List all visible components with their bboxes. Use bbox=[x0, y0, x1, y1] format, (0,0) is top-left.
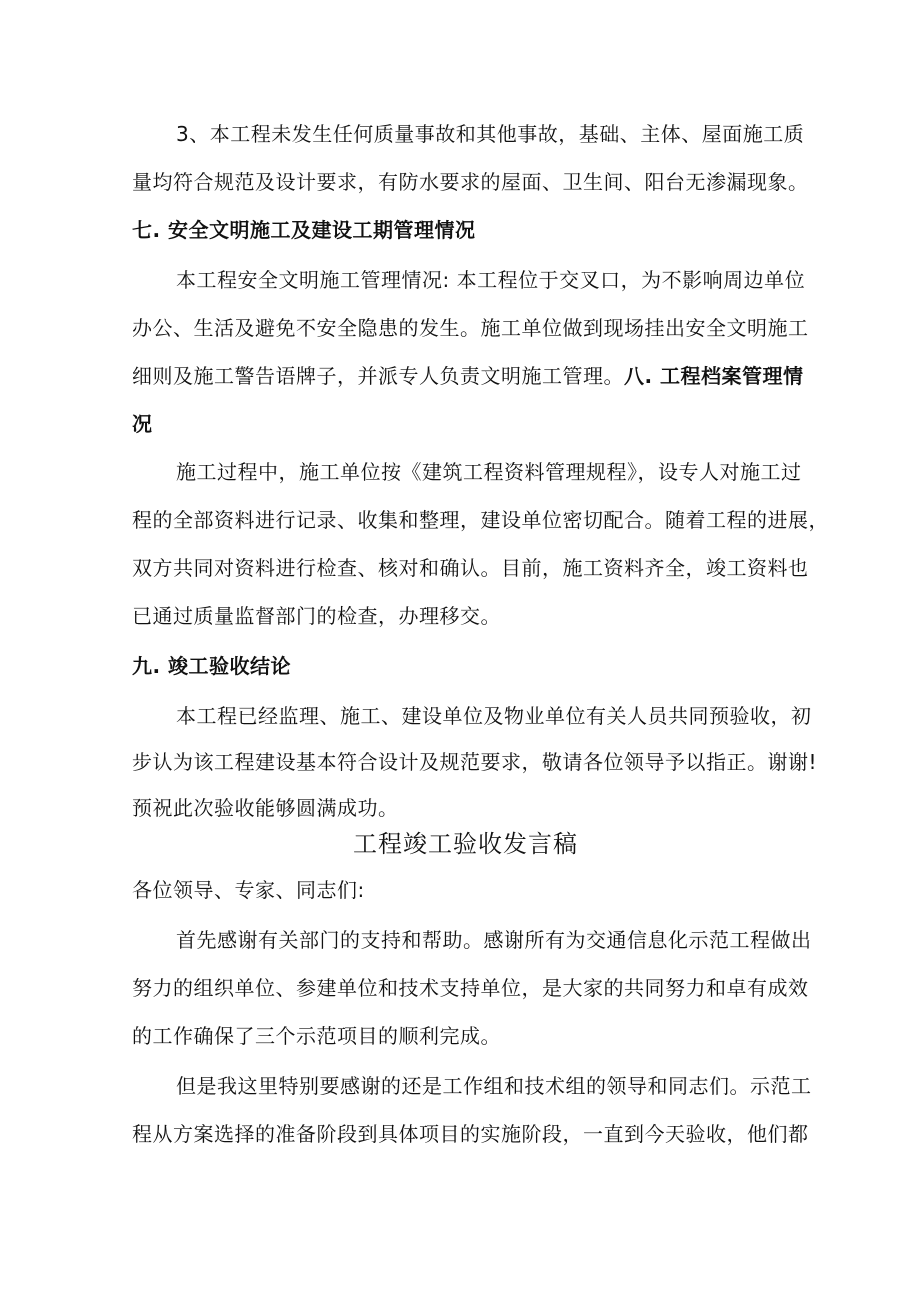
paragraph-safety-line-1: 本工程安全文明施工管理情况: 本工程位于交叉口，为不影响周边单位 bbox=[176, 268, 806, 292]
paragraph-archive-line-4: 已通过质量监督部门的检查，办理移交。 bbox=[132, 604, 501, 628]
paragraph-conclusion-line-3: 预祝此次验收能够圆满成功。 bbox=[132, 796, 399, 820]
thanks-paragraph-line-2: 努力的组织单位、参建单位和技术支持单位，是大家的共同努力和卓有成效 bbox=[132, 976, 809, 1000]
section-heading-7: 七. 安全文明施工及建设工期管理情况 bbox=[132, 218, 476, 242]
paragraph-archive-line-3: 双方共同对资料进行检查、核对和确认。目前，施工资料齐全，竣工资料也 bbox=[132, 556, 809, 580]
paragraph-safety-line-3 bbox=[132, 364, 804, 388]
speech-title: 工程竣工验收发言稿 bbox=[353, 830, 578, 858]
section-heading-9: 九. 竣工验收结论 bbox=[132, 654, 292, 678]
paragraph-quality-line-1: 3、本工程未发生任何质量事故和其他事故，基础、主体、屋面施工质 bbox=[176, 122, 805, 146]
section-heading-8-continued: 况 bbox=[132, 412, 153, 436]
paragraph-conclusion-line-1: 本工程已经监理、施工、建设单位及物业单位有关人员共同预验收，初 bbox=[176, 704, 812, 728]
paragraph-safety-line-2: 办公、生活及避免不安全隐患的发生。施工单位做到现场挂出安全文明施工 bbox=[132, 316, 809, 340]
thanks-paragraph-line-3: 的工作确保了三个示范项目的顺利完成。 bbox=[132, 1024, 501, 1048]
section-heading-8: 八. 工程档案管理情 bbox=[624, 364, 804, 388]
team-paragraph-line-1: 但是我这里特别要感谢的还是工作组和技术组的领导和同志们。示范工 bbox=[176, 1074, 812, 1098]
paragraph-conclusion-line-2: 步认为该工程建设基本符合设计及规范要求，敬请各位领导予以指正。谢谢! bbox=[132, 750, 818, 774]
greeting-line: 各位领导、专家、同志们: bbox=[132, 878, 365, 902]
paragraph-archive-line-1: 施工过程中，施工单位按《建筑工程资料管理规程》，设专人对施工过 bbox=[176, 460, 802, 484]
paragraph-quality-line-2: 量均符合规范及设计要求，有防水要求的屋面、卫生间、阳台无渗漏现象。 bbox=[132, 170, 809, 194]
team-paragraph-line-2: 程从方案选择的准备阶段到具体项目的实施阶段，一直到今天验收，他们都 bbox=[132, 1122, 809, 1146]
paragraph-safety-text: 细则及施工警告语牌子，并派专人负责文明施工管理。 bbox=[132, 364, 624, 388]
paragraph-archive-line-2: 程的全部资料进行记录、收集和整理，建设单位密切配合。随着工程的进展， bbox=[132, 508, 829, 532]
thanks-paragraph-line-1: 首先感谢有关部门的支持和帮助。感谢所有为交通信息化示范工程做出 bbox=[176, 928, 812, 952]
